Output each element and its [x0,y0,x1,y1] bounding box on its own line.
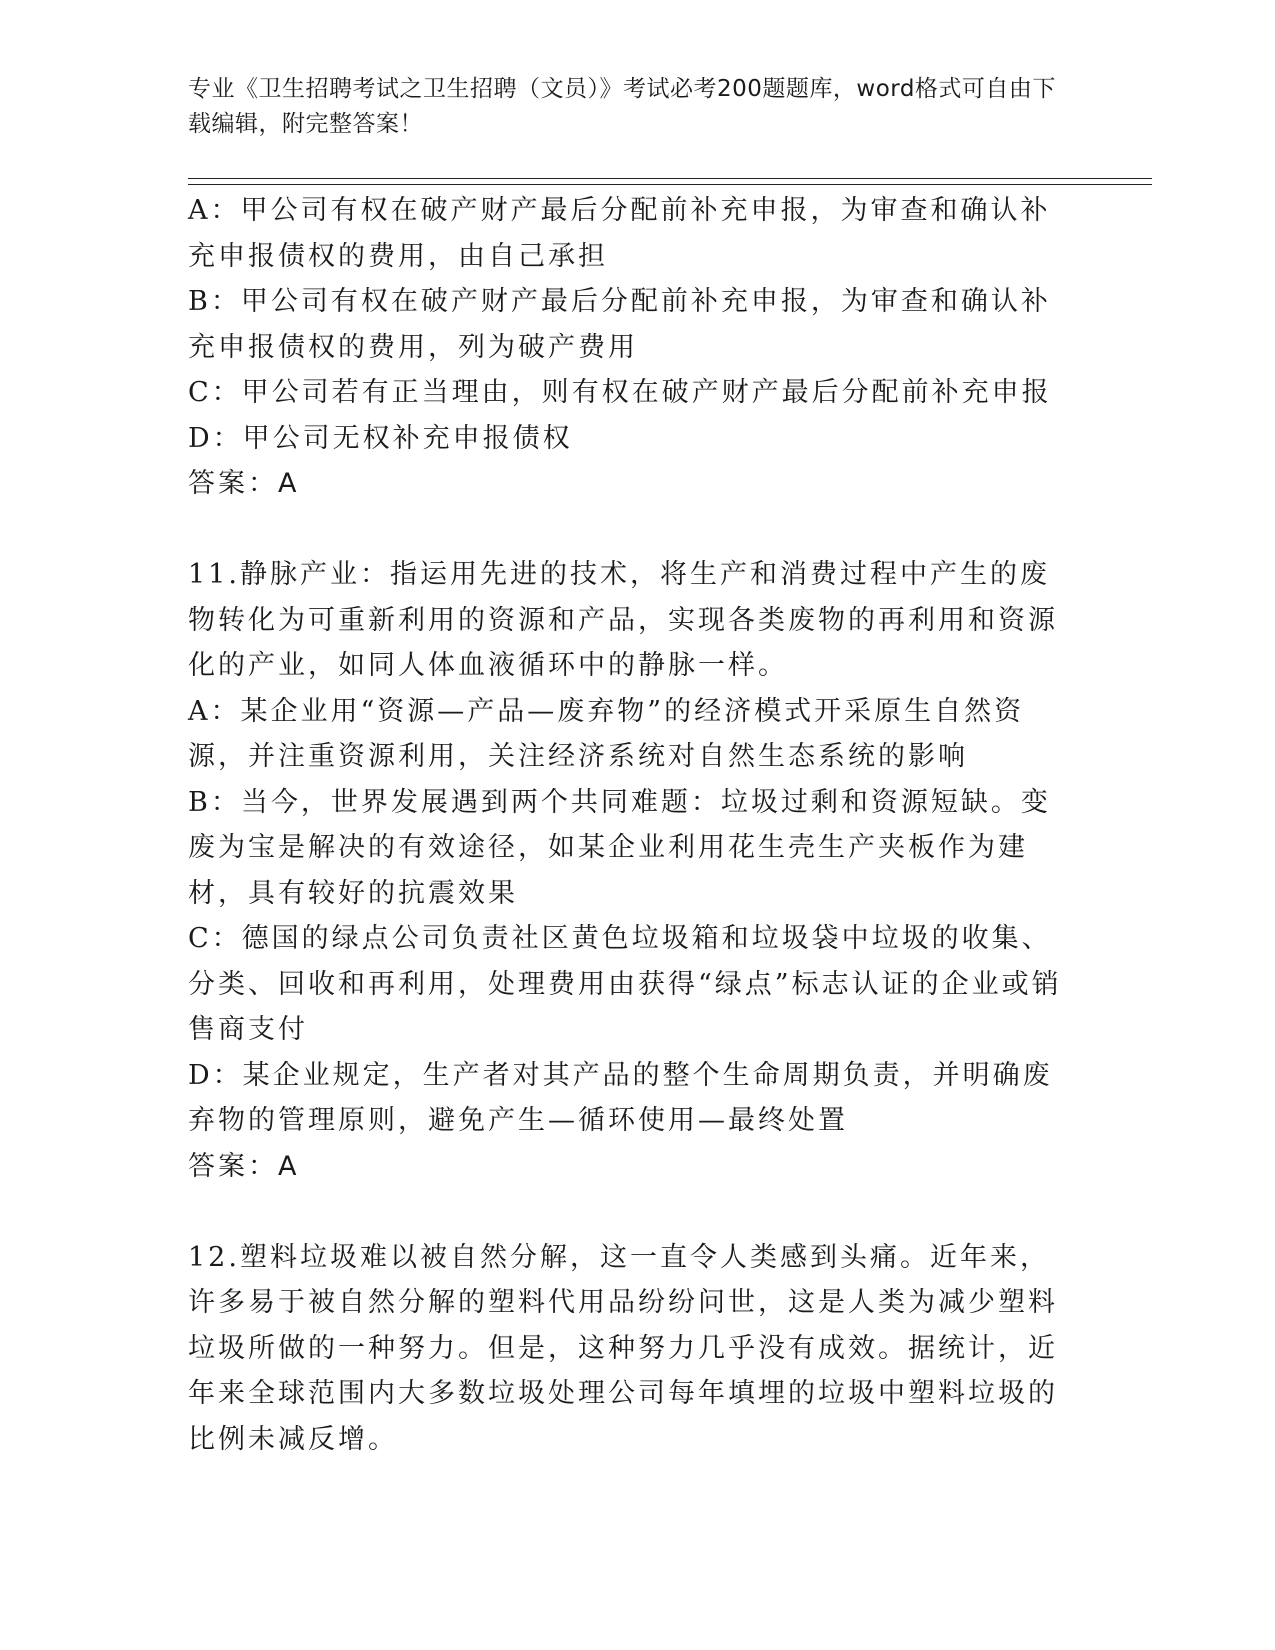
header-divider-bottom [188,184,1152,185]
header-title: 专业《卫生招聘考试之卫生招聘（文员）》考试必考200题题库，word格式可自由下载编辑，附完整答案！ [188,76,1056,137]
document-body [188,188,1078,1462]
option-d: D：某企业规定，生产者对其产品的整个生命周期负责，并明确废弃物的管理原则，避免产生—循环使用—最终处置 [188,1059,1053,1136]
option-b: B：甲公司有权在破产财产最后分配前补充申报，为审查和确认补充申报债权的费用，列为破产费用 [188,286,1051,363]
spacer [188,507,1078,553]
option-c: C：德国的绿点公司负责社区黄色垃圾箱和垃圾袋中垃圾的收集、分类、回收和再利用，处理费用由获得“绿点”标志认证的企业或销售商支付 [188,923,1062,1045]
question-10 [188,188,1078,507]
option-a: A：某企业用“资源—产品—废弃物”的经济模式开采原生自然资源，并注重资源利用，关注经济系统对自然生态系统的影响 [188,695,1025,772]
question-11 [188,552,1078,1189]
question-stem: 12.塑料垃圾难以被自然分解，这一直令人类感到头痛。近年来，许多易于被自然分解的塑料代用品纷纷问世，这是人类为减少塑料垃圾所做的一种努力。但是，这种努力几乎没有成效。据统计，近年来全球范围内大多数垃圾处理公司每年填埋的垃圾中塑料垃圾的比例未减反增。 [188,1241,1058,1455]
option-d: D：甲公司无权补充申报债权 [188,422,573,454]
option-a: A：甲公司有权在破产财产最后分配前补充申报，为审查和确认补充申报债权的费用，由自己承担 [188,195,1051,272]
question-12 [188,1235,1078,1463]
question-stem: 11.静脉产业：指运用先进的技术，将生产和消费过程中产生的废物转化为可重新利用的资源和产品，实现各类废物的再利用和资源化的产业，如同人体血液循环中的静脉一样。 [188,559,1058,681]
answer: 答案：A [188,468,300,499]
document-header [188,72,1068,142]
answer: 答案：A [188,1150,300,1182]
header-divider-top [188,178,1152,179]
spacer [188,1189,1078,1235]
option-b: B：当今，世界发展遇到两个共同难题：垃圾过剩和资源短缺。变废为宝是解决的有效途径，如某企业利用花生壳生产夹板作为建材，具有较好的抗震效果 [188,786,1051,909]
option-c: C：甲公司若有正当理由，则有权在破产财产最后分配前补充申报 [188,377,1052,408]
